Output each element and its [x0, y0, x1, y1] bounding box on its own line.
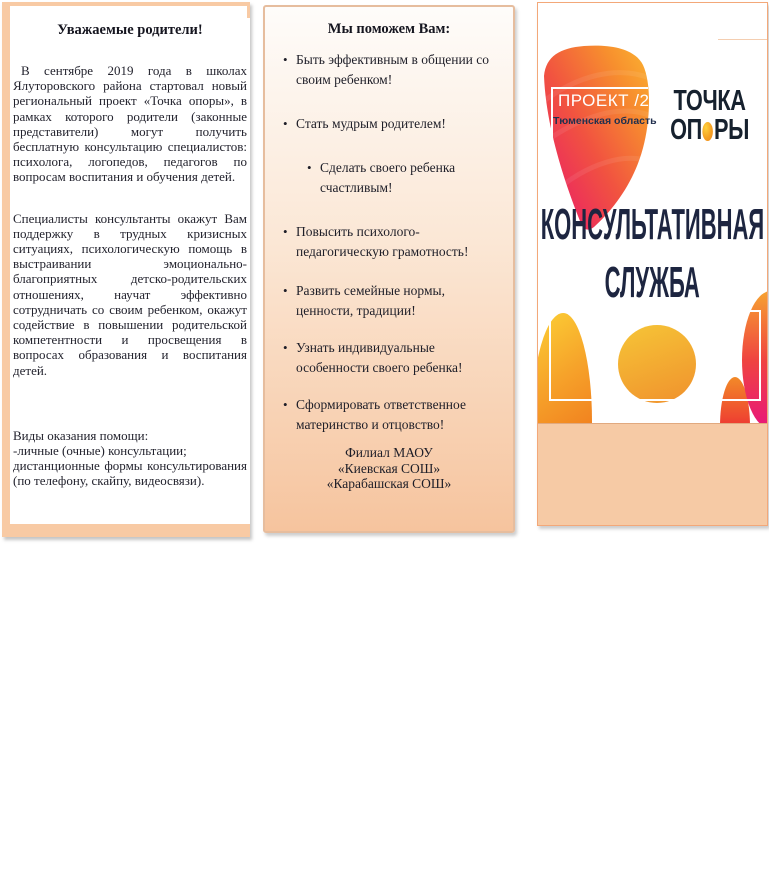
- list-item-text: Сделать своего ребенка счастливым!: [320, 160, 456, 195]
- cover-heading-line1: КОНСУЛЬТАТИВНАЯ: [540, 200, 765, 249]
- bullet-icon: •: [307, 160, 312, 175]
- logo-text: ОП: [670, 114, 702, 146]
- bullet-icon: •: [283, 283, 288, 298]
- list-item-text: Узнать индивидуальные особенности своего ребенка!: [296, 340, 463, 375]
- list-item: [283, 338, 505, 378]
- logo-line1: ТОЧКА: [673, 85, 746, 117]
- bullet-icon: •: [283, 340, 288, 355]
- specialists-paragraph: Специалисты консультанты окажут Вам поддержку в трудных кризисных ситуациях, психологическую помощь в выстраивании эмоционально-благоприятных детско-родительских отношениях, научат эффективно сотрудничать со своим ребенком, окажут содействие в повышении родительской компетентности и просвещения в вопросах образования и воспитания детей.: [13, 210, 247, 378]
- panel-cover: [537, 2, 768, 526]
- decor-white-frame: [549, 310, 761, 401]
- footer-line: «Киевская СОШ»: [337, 460, 441, 476]
- logo-text: РЫ: [713, 114, 749, 146]
- bullet-icon: •: [283, 116, 288, 131]
- panel-parents-info: [2, 2, 250, 537]
- help-line-personal: -личные (очные) консультации;: [13, 443, 187, 459]
- border-tick: [247, 6, 250, 18]
- list-item: [283, 281, 505, 321]
- help-line-remote: дистанционные формы консультирования (по телефону, скайпу, видеосвязи).: [13, 458, 247, 489]
- bullet-icon: •: [283, 224, 288, 239]
- list-item-text: Стать мудрым родителем!: [296, 116, 446, 131]
- tochka-opory-logo: [657, 87, 762, 145]
- intro-paragraph: В сентябре 2019 года в школах Ялуторовского района стартовал новый региональный проект «Точка опоры», в рамках которого родители (законные представители) могут получить бесплатную консультацию специалистов: психолога, логопедов, педагогов по вопросам воспитания и обучения детей.: [13, 63, 247, 185]
- badge-title: ПРОЕКТ /2019: [558, 91, 680, 110]
- list-item-text: Быть эффективным в общении со своим ребенком!: [296, 52, 490, 87]
- list-item: [283, 114, 505, 134]
- logo-line2: [670, 116, 749, 145]
- list-item: [283, 50, 505, 90]
- list-item-text: Сформировать ответственное материнство и отцовство!: [296, 397, 466, 432]
- list-item: [283, 222, 505, 262]
- footer-line: Филиал МАОУ: [345, 445, 433, 460]
- logo-dot-icon: [703, 122, 714, 141]
- middle-panel-title: Мы поможем Вам:: [327, 21, 451, 37]
- bullet-icon: •: [283, 397, 288, 412]
- cover-heading-line2: СЛУЖБА: [604, 258, 701, 307]
- help-bullet-list: [283, 50, 505, 435]
- bullet-icon: •: [283, 52, 288, 67]
- panel-we-help: [263, 5, 515, 533]
- list-item: [283, 395, 505, 435]
- list-item-sub: [307, 158, 505, 198]
- list-item-text: Повысить психолого-педагогическую грамотность!: [296, 224, 469, 259]
- footer-line: «Карабашская СОШ»: [326, 476, 452, 491]
- badge-subtitle: Тюменская область: [553, 115, 657, 127]
- bottom-peach-block: [537, 423, 768, 526]
- list-item-text: Развить семейные нормы, ценности, традиции!: [296, 283, 445, 318]
- school-footer: [265, 445, 513, 492]
- left-panel-title: Уважаемые родители!: [57, 22, 203, 38]
- divider: [718, 39, 767, 40]
- help-types-block: [13, 428, 247, 489]
- help-heading: Виды оказания помощи:: [13, 427, 149, 443]
